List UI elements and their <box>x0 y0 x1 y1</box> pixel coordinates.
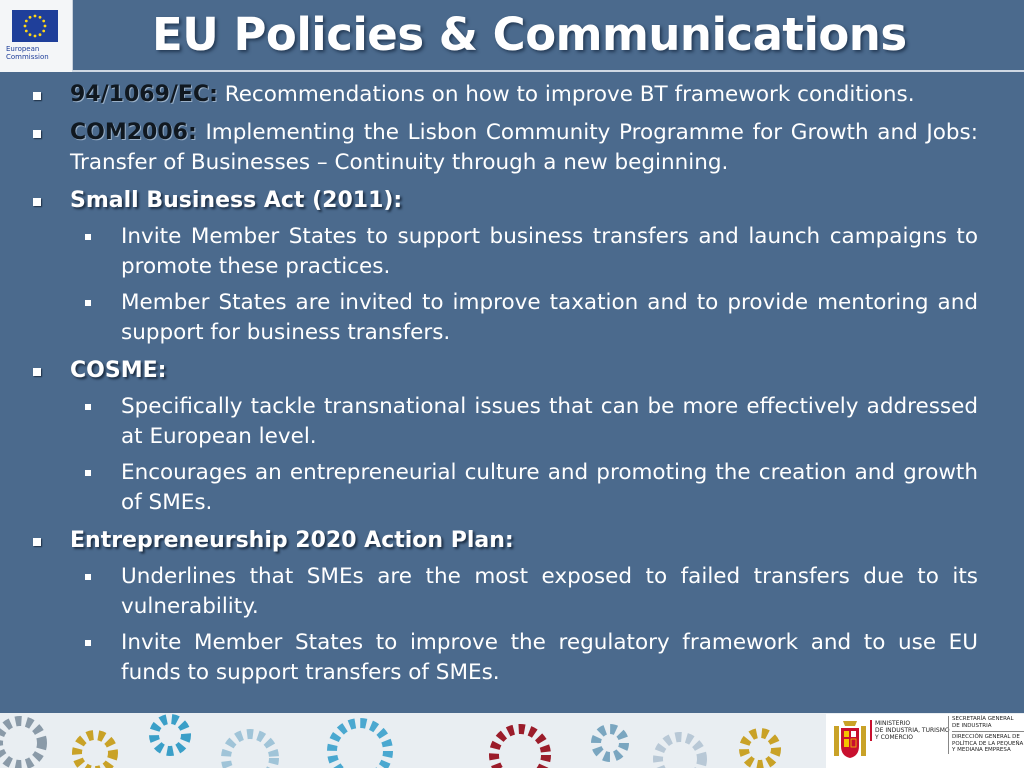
directorate-divider <box>952 731 1024 732</box>
directorate-line: SECRETARÍA GENERAL <box>952 716 1014 722</box>
square-bullet-icon <box>85 404 91 410</box>
slide-content <box>30 78 978 688</box>
directorate-line: DIRECCIÓN GENERAL DE <box>952 734 1020 740</box>
sub-bullet <box>30 222 978 282</box>
logo-caption-line: European <box>6 45 40 53</box>
bullet-keyword: COM2006: <box>70 120 197 145</box>
sub-bullet-text: Underlines that SMEs are the most exposed to failed transfers due to its vulnerability. <box>121 564 978 619</box>
square-bullet-icon <box>33 368 41 376</box>
eu-stars-icon <box>12 10 58 42</box>
bullet-text: Implementing the Lisbon Community Programme for Growth and Jobs: Transfer of Businesses – Continuity through a new beginning. <box>70 120 978 175</box>
gears-decoration-icon <box>0 713 830 768</box>
bullet-cosme <box>30 356 978 386</box>
directorate-line: POLÍTICA DE LA PEQUEÑA <box>952 740 1024 747</box>
square-bullet-icon <box>33 130 41 138</box>
sub-bullet-text: Specifically tackle transnational issues that can be more effectively addressed at European level. <box>121 394 978 449</box>
bullet-small-business-act <box>30 186 978 216</box>
bullet-heading: COSME: <box>70 358 167 383</box>
ministry-line: DE INDUSTRIA, TURISMO <box>875 727 950 734</box>
directorate-name <box>948 716 1024 754</box>
square-bullet-icon <box>33 198 41 206</box>
square-bullet-icon <box>85 574 91 580</box>
header-divider <box>72 70 1024 72</box>
bullet-94-1069-ec <box>30 80 978 110</box>
sub-bullet <box>30 458 978 518</box>
bullet-entrepreneurship-2020 <box>30 526 978 556</box>
sub-bullet-text: Invite Member States to improve the regulatory framework and to use EU funds to support transfers of SMEs. <box>121 630 978 685</box>
sub-bullet <box>30 288 978 348</box>
square-bullet-icon <box>85 470 91 476</box>
logo-caption <box>6 45 66 61</box>
square-bullet-icon <box>85 234 91 240</box>
bullet-text: Recommendations on how to improve BT framework conditions. <box>217 82 915 107</box>
ministry-line: MINISTERIO <box>875 720 911 727</box>
sub-bullet-text: Encourages an entrepreneurial culture and promoting the creation and growth of SMEs. <box>121 460 978 515</box>
slide-header <box>0 0 1024 72</box>
bullet-keyword: 94/1069/EC: <box>70 82 218 107</box>
sub-bullet-text: Invite Member States to support business transfers and launch campaigns to promote these practices. <box>121 224 978 279</box>
square-bullet-icon <box>33 538 41 546</box>
directorate-line: Y MEDIANA EMPRESA <box>952 747 1011 753</box>
square-bullet-icon <box>85 640 91 646</box>
logo-caption-line: Commission <box>6 53 49 61</box>
sub-bullet <box>30 392 978 452</box>
square-bullet-icon <box>33 92 41 100</box>
page-title: EU Policies & Communications <box>152 8 907 61</box>
bullet-heading: Small Business Act (2011): <box>70 188 403 213</box>
spain-coat-of-arms-icon <box>832 718 868 764</box>
sub-bullet <box>30 562 978 622</box>
bullet-heading: Entrepreneurship 2020 Action Plan: <box>70 528 514 553</box>
bullet-com2006 <box>30 118 978 178</box>
sub-bullet-text: Member States are invited to improve taxation and to provide mentoring and support for business transfers. <box>121 290 978 345</box>
european-commission-logo <box>0 0 73 72</box>
directorate-line: DE INDUSTRIA <box>952 722 992 729</box>
ministry-name <box>870 720 959 741</box>
ministry-logo <box>826 714 1024 768</box>
ministry-line: Y COMERCIO <box>875 734 914 741</box>
sub-bullet <box>30 628 978 688</box>
square-bullet-icon <box>85 300 91 306</box>
